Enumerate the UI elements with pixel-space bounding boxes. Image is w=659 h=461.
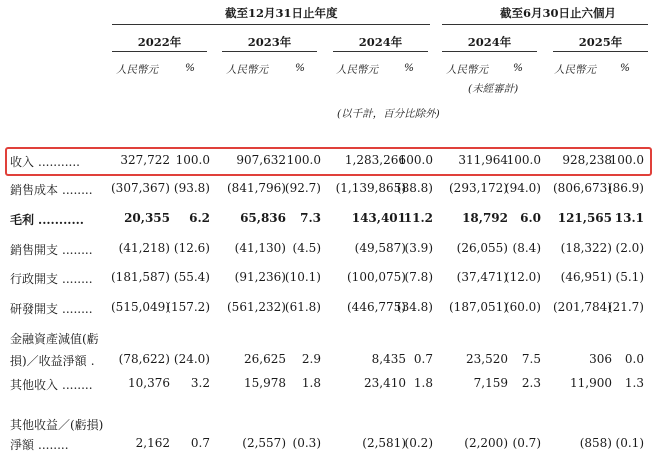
table-cell: 7.3 (300, 211, 321, 225)
row-label-text: 銷售成本 (10, 183, 59, 197)
table-cell: (12.0) (504, 270, 541, 284)
table-cell: 100.0 (398, 153, 433, 167)
row-label-leader: ........ (62, 378, 93, 392)
table-cell: (7.8) (404, 270, 433, 284)
table-cell: (88.8) (396, 181, 433, 195)
row-label (10, 181, 93, 198)
table-cell: 100.0 (506, 153, 541, 167)
table-cell: (10.1) (284, 270, 321, 284)
year-header-rule (442, 51, 537, 52)
year-header: 2025年 (578, 35, 623, 49)
table-cell: (201,784) (553, 300, 612, 314)
table-cell: 3.2 (190, 376, 210, 390)
table-cell: 928,238 (562, 153, 612, 167)
row-label (10, 330, 99, 347)
table-cell: 2.3 (521, 376, 541, 390)
table-cell: 1,283,266 (344, 153, 406, 167)
table-cell: (46,951) (560, 270, 612, 284)
table-cell: (41,130) (234, 241, 286, 255)
year-header: 2024年 (467, 35, 512, 49)
table-cell: (24.0) (173, 352, 210, 366)
table-cell: (12.6) (173, 241, 210, 255)
table-cell: (100,075) (347, 270, 406, 284)
table-cell: (2.0) (615, 241, 644, 255)
year-header: 2023年 (247, 35, 292, 49)
currency-unit-label: 人民幣元 (554, 64, 596, 76)
row-label-leader: ........ (38, 438, 69, 452)
table-cell: 327,722 (120, 153, 170, 167)
row-label (10, 241, 93, 258)
row-label-text: 金融資產減值(虧 (10, 332, 99, 346)
table-cell: 0.7 (190, 436, 210, 450)
table-cell: (0.1) (615, 436, 644, 450)
table-cell: (515,049) (111, 300, 170, 314)
percent-unit-label: % (185, 62, 195, 74)
currency-unit-label: 人民幣元 (336, 64, 378, 76)
table-cell: (8.4) (512, 241, 541, 255)
table-cell: (55.4) (173, 270, 210, 284)
table-cell: 100.0 (175, 153, 210, 167)
table-cell: 7,159 (473, 376, 508, 390)
unaudited-note: (未經審計) (468, 83, 519, 95)
row-label (10, 376, 93, 393)
row-label-continuation (10, 436, 69, 453)
row-label-continuation (10, 352, 95, 369)
table-cell: (94.0) (504, 181, 541, 195)
fiscal-year-group-header: 截至12月31日止年度 (225, 6, 338, 20)
table-cell: 311,964 (458, 153, 508, 167)
table-cell: 1.8 (301, 376, 321, 390)
row-label-text: 其他收益／(虧損) (10, 418, 104, 432)
table-cell: (561,232) (227, 300, 286, 314)
currency-unit-label: 人民幣元 (116, 64, 158, 76)
row-label-leader: . (90, 354, 95, 368)
table-cell: (92.7) (284, 181, 321, 195)
row-label-leader: ........... (38, 213, 84, 227)
row-label-text: 毛利 (10, 213, 35, 227)
table-cell: 121,565 (557, 211, 612, 225)
row-label-leader: ........ (62, 243, 93, 257)
table-cell: (806,673) (553, 181, 612, 195)
currency-unit-label: 人民幣元 (226, 64, 268, 76)
year-header-rule (553, 51, 648, 52)
table-cell: (37,471) (456, 270, 508, 284)
percent-unit-label: % (513, 62, 523, 74)
year-header: 2022年 (137, 35, 182, 49)
table-cell: (5.1) (615, 270, 644, 284)
table-cell: (446,775) (347, 300, 406, 314)
table-cell: 100.0 (609, 153, 644, 167)
table-cell: 18,792 (462, 211, 508, 225)
table-cell: (3.9) (404, 241, 433, 255)
table-cell: (0.7) (512, 436, 541, 450)
table-cell: 11,900 (570, 376, 612, 390)
table-cell: 10,376 (128, 376, 170, 390)
table-cell: (293,172) (449, 181, 508, 195)
table-cell: (841,796) (227, 181, 286, 195)
year-header-rule (112, 51, 207, 52)
table-cell: (157.2) (166, 300, 210, 314)
table-cell: 26,625 (244, 352, 286, 366)
table-cell: (61.8) (284, 300, 321, 314)
table-cell: 6.2 (189, 211, 210, 225)
table-cell: (49,587) (354, 241, 406, 255)
table-cell: (187,051) (449, 300, 508, 314)
table-cell: (41,218) (118, 241, 170, 255)
row-label-text: 收入 (10, 155, 35, 169)
table-cell: 2.9 (301, 352, 321, 366)
table-cell: (0.3) (292, 436, 321, 450)
table-cell: 23,410 (364, 376, 406, 390)
table-cell: (1,139,865) (335, 181, 406, 195)
table-cell: (60.0) (504, 300, 541, 314)
table-cell: 100.0 (286, 153, 321, 167)
row-label-leader: ........ (62, 302, 93, 316)
row-label-leader: ........... (38, 155, 80, 169)
table-cell: (93.8) (173, 181, 210, 195)
percent-unit-label: % (404, 62, 414, 74)
table-cell: 2,162 (135, 436, 170, 450)
table-cell: (0.2) (404, 436, 433, 450)
row-label-text: 其他收入 (10, 378, 59, 392)
table-cell: 1.8 (413, 376, 433, 390)
row-label-text: 淨額 (10, 438, 35, 452)
currency-unit-label: 人民幣元 (446, 64, 488, 76)
table-cell: (18,322) (560, 241, 612, 255)
table-cell: (34.8) (396, 300, 433, 314)
table-cell: 65,836 (240, 211, 286, 225)
table-cell: (2,200) (464, 436, 508, 450)
row-label-leader: ........ (62, 272, 93, 286)
table-cell: (4.5) (292, 241, 321, 255)
table-cell: 306 (589, 352, 612, 366)
table-cell: 0.0 (624, 352, 644, 366)
table-cell: (2,581) (362, 436, 406, 450)
percent-unit-label: % (295, 62, 305, 74)
table-cell: (307,367) (111, 181, 170, 195)
table-cell: (26,055) (456, 241, 508, 255)
table-cell: 6.0 (520, 211, 541, 225)
row-label-text: 行政開支 (10, 272, 59, 286)
table-cell: (78,622) (118, 352, 170, 366)
table-cell: (21.7) (607, 300, 644, 314)
table-cell: (86.9) (607, 181, 644, 195)
table-cell: (91,236) (234, 270, 286, 284)
table-cell: 7.5 (521, 352, 541, 366)
row-label (10, 416, 103, 433)
row-label-text: 銷售開支 (10, 243, 59, 257)
table-cell: 0.7 (413, 352, 433, 366)
row-label-leader: ........ (62, 183, 93, 197)
row-label-text: 損)／收益淨額 (10, 354, 87, 368)
table-cell: 1.3 (624, 376, 644, 390)
table-cell: (2,557) (242, 436, 286, 450)
row-label (10, 153, 80, 170)
row-label-text: 研發開支 (10, 302, 59, 316)
year-header: 2024年 (358, 35, 403, 49)
year-header-rule (222, 51, 317, 52)
percent-unit-label: % (620, 62, 630, 74)
table-cell: 143,401 (351, 211, 406, 225)
table-cell: (181,587) (111, 270, 170, 284)
year-header-rule (333, 51, 428, 52)
row-label (10, 211, 84, 228)
table-cell: 8,435 (371, 352, 406, 366)
row-label (10, 300, 93, 317)
table-cell: 11.2 (403, 211, 433, 225)
revenue-row-highlight (5, 147, 652, 176)
six-month-group-header: 截至6月30日止六個月 (500, 6, 617, 20)
table-cell: (858) (579, 436, 612, 450)
fiscal-year-group-rule (112, 24, 430, 25)
six-month-group-rule (442, 24, 648, 25)
table-cell: 907,632 (236, 153, 286, 167)
row-label (10, 270, 93, 287)
table-cell: 20,355 (124, 211, 170, 225)
table-cell: 15,978 (244, 376, 286, 390)
table-cell: 23,520 (466, 352, 508, 366)
unit-note: (以千計，百分比除外) (337, 108, 440, 120)
table-cell: 13.1 (614, 211, 644, 225)
